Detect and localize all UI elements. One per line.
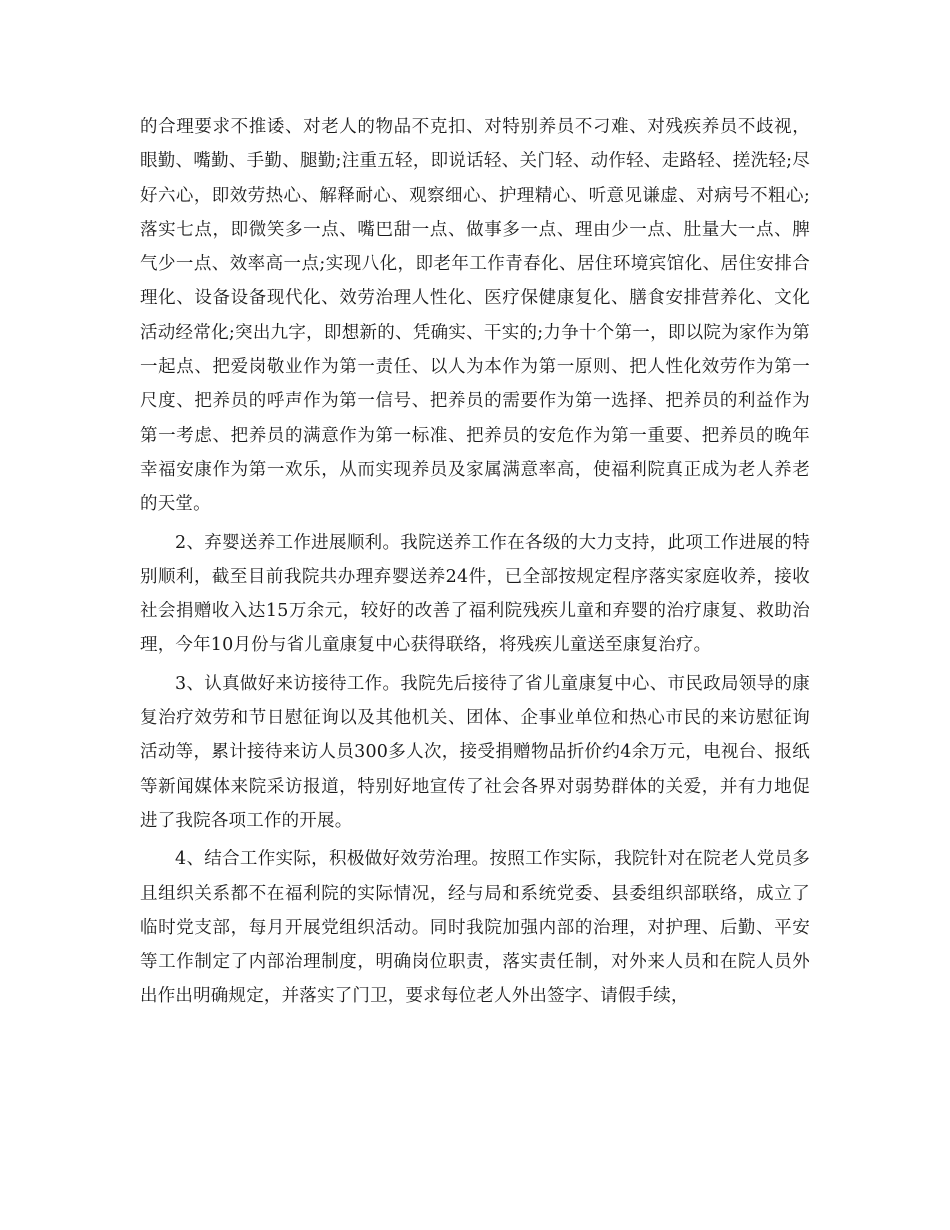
paragraph-adoption: 2、弃婴送养工作进展顺利。我院送养工作在各级的大力支持，此项工作进展的特别顺利，截至目前我院共办理弃婴送养24件，已全部按规定程序落实家庭收养，接收社会捐赠收入达15万余元，较好的改善了福利院残疾儿童和弃婴的治疗康复、救助治理，今年10月份与省儿童康复中心获得联络，将残疾儿童送至康复治疗。 (140, 532, 810, 656)
document-body (140, 110, 810, 1018)
paragraph-visitor-reception: 3、认真做好来访接待工作。我院先后接待了省儿童康复中心、市民政局领导的康复治疗效劳和节日慰征询以及其他机关、团体、企事业单位和热心市民的来访慰征询活动等，累计接待来访人员300多人次，接受捐赠物品折价约4余万元，电视台、报纸等新闻媒体来院采访报道，特别好地宣传了社会各界对弱势群体的关爱，并有力地促进了我院各项工作的开展。 (140, 673, 810, 831)
paragraph-service-management: 4、结合工作实际，积极做好效劳治理。按照工作实际，我院针对在院老人党员多且组织关系都不在福利院的实际情况，经与局和系统党委、县委组织部联络，成立了临时党支部，每月开展党组织活动。同时我院加强内部的治理，对护理、后勤、平安等工作制定了内部治理制度，明确岗位职责，落实责任制，对外来人员和在院人员外出作出明确规定，并落实了门卫，要求每位老人外出签字、请假手续， (140, 849, 810, 1007)
paragraph-continuation: 的合理要求不推诿、对老人的物品不克扣、对特别养员不刁难、对残疾养员不歧视，眼勤、嘴勤、手勤、腿勤;注重五轻，即说话轻、关门轻、动作轻、走路轻、搓洗轻;尽好六心，即效劳热心、解释耐心、观察细心、护理精心、听意见谦虚、对病号不粗心;落实七点，即微笑多一点、嘴巴甜一点、做事多一点、理由少一点、肚量大一点、脾气少一点、效率高一点;实现八化，即老年工作青春化、居住环境宾馆化、居住安排合理化、设备设备现代化、效劳治理人性化、医疗保健康复化、膳食安排营养化、文化活动经常化;突出九字，即想新的、凭确实、干实的;力争十个第一，即以院为家作为第一起点、把爱岗敬业作为第一责任、以人为本作为第一原则、把人性化效劳作为第一尺度、把养员的呼声作为第一信号、把养员的需要作为第一选择、把养员的利益作为第一考虑、把养员的满意作为第一标准、把养员的安危作为第一重要、把养员的晚年幸福安康作为第一欢乐，从而实现养员及家属满意率高，使福利院真正成为老人养老的天堂。 (140, 117, 810, 515)
